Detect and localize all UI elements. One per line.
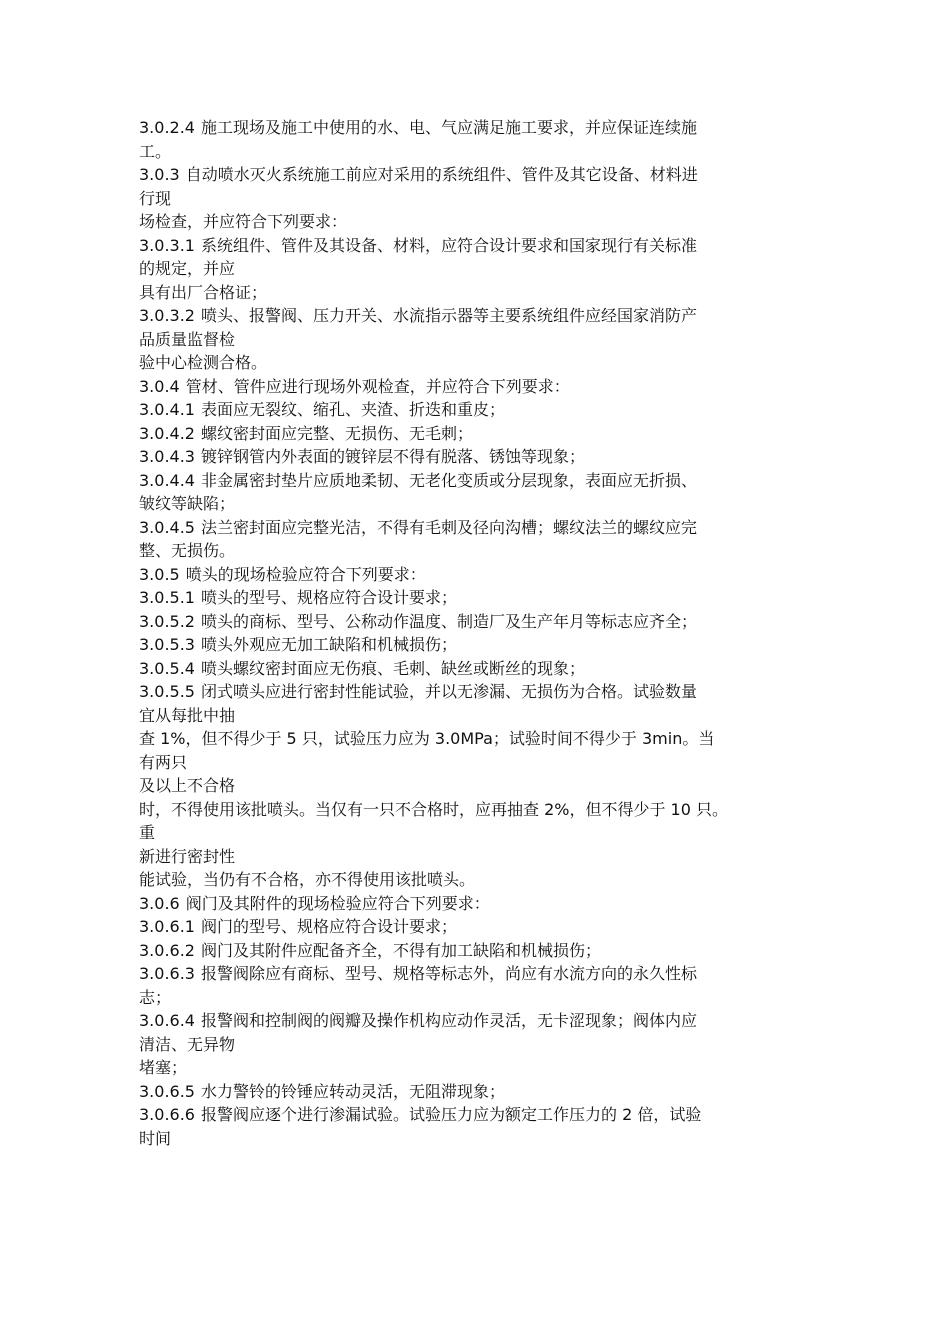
clause-text: 阀门及其附件应配备齐全，不得有加工缺陷和机械损伤； bbox=[200, 940, 601, 960]
clause-text: 堵塞； bbox=[139, 1058, 188, 1077]
clause-number: 3.0.5.1 bbox=[139, 588, 195, 607]
clause-text: 整、无损伤。 bbox=[139, 541, 236, 560]
clause-text: 宜从每批中抽 bbox=[139, 705, 236, 725]
clause-text: 镀锌钢管内外表面的镀锌层不得有脱落、锈蚀等现象； bbox=[200, 447, 585, 466]
clause-text: 喷头的商标、型号、公称动作温度、制造厂及生产年月等标志应齐全； bbox=[200, 611, 697, 631]
clause-text: 阀门及其附件的现场检验应符合下列要求： bbox=[185, 893, 490, 913]
text-line bbox=[139, 469, 811, 493]
text-line bbox=[139, 915, 811, 939]
clause-number: 3.0.6.2 bbox=[139, 940, 195, 960]
text-line bbox=[139, 328, 811, 352]
text-line bbox=[139, 563, 811, 587]
text-line bbox=[139, 633, 811, 657]
clause-text: 工。 bbox=[139, 141, 172, 161]
clause-text: 管材、管件应进行现场外观检查，并应符合下列要求： bbox=[185, 376, 570, 396]
clause-number: 3.0.6 bbox=[139, 893, 180, 913]
text-line bbox=[139, 962, 811, 986]
clause-text: 的规定，并应 bbox=[139, 259, 236, 278]
text-line bbox=[139, 210, 811, 234]
clause-number: 3.0.6.5 bbox=[139, 1081, 195, 1101]
clause-text: 行现 bbox=[139, 188, 172, 208]
text-line bbox=[139, 845, 811, 869]
clause-text: 表面应无裂纹、缩孔、夹渣、折迭和重皮； bbox=[200, 400, 505, 419]
clause-text: 水力警铃的铃锤应转动灵活，无阻滞现象； bbox=[200, 1081, 505, 1101]
clause-text: 喷头、报警阀、压力开关、水流指示器等主要系统组件应经国家消防产 bbox=[200, 306, 697, 325]
text-line bbox=[139, 422, 811, 446]
text-line bbox=[139, 234, 811, 258]
text-line bbox=[139, 610, 811, 634]
clause-number: 3.0.6.6 bbox=[139, 1105, 195, 1124]
text-line bbox=[139, 774, 811, 798]
clause-text: 场检查，并应符合下列要求： bbox=[139, 212, 348, 231]
clause-number: 3.0.5.2 bbox=[139, 611, 195, 631]
clause-number: 3.0.6.4 bbox=[139, 1011, 195, 1030]
clause-text: 施工现场及施工中使用的水、电、气应满足施工要求，并应保证连续施 bbox=[200, 118, 697, 137]
text-line bbox=[139, 821, 811, 845]
clause-number: 3.0.4 bbox=[139, 376, 180, 396]
document-body bbox=[139, 116, 811, 1150]
clause-text: 品质量监督检 bbox=[139, 329, 236, 349]
text-line bbox=[139, 281, 811, 305]
clause-text: 报警阀应逐个进行渗漏试验。试验压力应为额定工作压力的 2 倍，试验 bbox=[200, 1105, 702, 1124]
clause-number: 3.0.5 bbox=[139, 564, 180, 584]
clause-number: 3.0.5.5 bbox=[139, 682, 195, 701]
text-line bbox=[139, 492, 811, 516]
text-line bbox=[139, 351, 811, 375]
clause-text: 喷头的型号、规格应符合设计要求； bbox=[200, 588, 457, 607]
clause-text: 皱纹等缺陷； bbox=[139, 494, 236, 513]
clause-text: 喷头的现场检验应符合下列要求： bbox=[185, 564, 426, 584]
clause-text: 报警阀除应有商标、型号、规格等标志外，尚应有水流方向的永久性标 bbox=[200, 964, 697, 983]
clause-text: 非金属密封垫片应质地柔韧、无老化变质或分层现象，表面应无折损、 bbox=[200, 470, 697, 490]
clause-text: 有两只 bbox=[139, 752, 188, 772]
clause-text: 阀门的型号、规格应符合设计要求； bbox=[200, 917, 457, 936]
clause-number: 3.0.4.1 bbox=[139, 400, 195, 419]
clause-number: 3.0.2.4 bbox=[139, 118, 195, 137]
clause-text: 具有出厂合格证； bbox=[139, 282, 268, 302]
clause-number: 3.0.6.3 bbox=[139, 964, 195, 983]
text-line bbox=[139, 116, 811, 140]
clause-text: 喷头外观应无加工缺陷和机械损伤； bbox=[200, 635, 457, 654]
clause-number: 3.0.4.4 bbox=[139, 470, 195, 490]
text-line bbox=[139, 398, 811, 422]
text-line bbox=[139, 516, 811, 540]
text-line bbox=[139, 1080, 811, 1104]
text-line bbox=[139, 140, 811, 164]
clause-text: 清洁、无异物 bbox=[139, 1034, 236, 1054]
clause-number: 3.0.3 bbox=[139, 165, 180, 184]
clause-text: 能试验，当仍有不合格，亦不得使用该批喷头。 bbox=[139, 870, 476, 889]
text-line bbox=[139, 445, 811, 469]
text-line bbox=[139, 1103, 811, 1127]
text-line bbox=[139, 1033, 811, 1057]
text-line bbox=[139, 986, 811, 1010]
clause-text: 自动喷水灭火系统施工前应对采用的系统组件、管件及其它设备、材料进 bbox=[185, 165, 698, 184]
text-line bbox=[139, 187, 811, 211]
clause-text: 闭式喷头应进行密封性能试验，并以无渗漏、无损伤为合格。试验数量 bbox=[200, 682, 697, 701]
text-line bbox=[139, 163, 811, 187]
clause-number: 3.0.5.4 bbox=[139, 658, 195, 678]
clause-number: 3.0.3.1 bbox=[139, 235, 195, 255]
text-line bbox=[139, 751, 811, 775]
clause-text: 验中心检测合格。 bbox=[139, 353, 268, 372]
text-line bbox=[139, 798, 811, 822]
clause-text: 查 1%，但不得少于 5 只，试验压力应为 3.0MPa；试验时间不得少于 3min。当 bbox=[139, 729, 715, 748]
clause-number: 3.0.4.3 bbox=[139, 447, 195, 466]
text-line bbox=[139, 680, 811, 704]
text-line bbox=[139, 304, 811, 328]
clause-text: 志； bbox=[139, 987, 172, 1007]
text-line bbox=[139, 539, 811, 563]
clause-text: 螺纹密封面应完整、无损伤、无毛刺； bbox=[200, 423, 473, 443]
clause-text: 重 bbox=[139, 823, 156, 842]
clause-text: 报警阀和控制阀的阀瓣及操作机构应动作灵活，无卡涩现象；阀体内应 bbox=[200, 1011, 697, 1030]
clause-text: 时间 bbox=[139, 1128, 172, 1148]
clause-text: 系统组件、管件及其设备、材料，应符合设计要求和国家现行有关标准 bbox=[200, 235, 697, 255]
text-line bbox=[139, 1127, 811, 1151]
clause-text: 法兰密封面应完整光洁，不得有毛刺及径向沟槽；螺纹法兰的螺纹应完 bbox=[200, 517, 697, 537]
clause-number: 3.0.4.2 bbox=[139, 423, 195, 443]
clause-number: 3.0.4.5 bbox=[139, 517, 195, 537]
text-line bbox=[139, 586, 811, 610]
clause-text: 及以上不合格 bbox=[139, 776, 236, 795]
text-line bbox=[139, 1056, 811, 1080]
text-line bbox=[139, 257, 811, 281]
text-line bbox=[139, 939, 811, 963]
clause-text: 喷头螺纹密封面应无伤痕、毛刺、缺丝或断丝的现象； bbox=[200, 658, 585, 678]
clause-number: 3.0.3.2 bbox=[139, 306, 195, 325]
clause-number: 3.0.5.3 bbox=[139, 635, 195, 654]
text-line bbox=[139, 704, 811, 728]
text-line bbox=[139, 375, 811, 399]
text-line bbox=[139, 727, 811, 751]
text-line bbox=[139, 868, 811, 892]
text-line bbox=[139, 1009, 811, 1033]
text-line bbox=[139, 892, 811, 916]
clause-text: 新进行密封性 bbox=[139, 846, 236, 866]
clause-text: 时，不得使用该批喷头。当仅有一只不合格时，应再抽查 2%，但不得少于 10 只。 bbox=[139, 799, 729, 819]
text-line bbox=[139, 657, 811, 681]
clause-number: 3.0.6.1 bbox=[139, 917, 195, 936]
